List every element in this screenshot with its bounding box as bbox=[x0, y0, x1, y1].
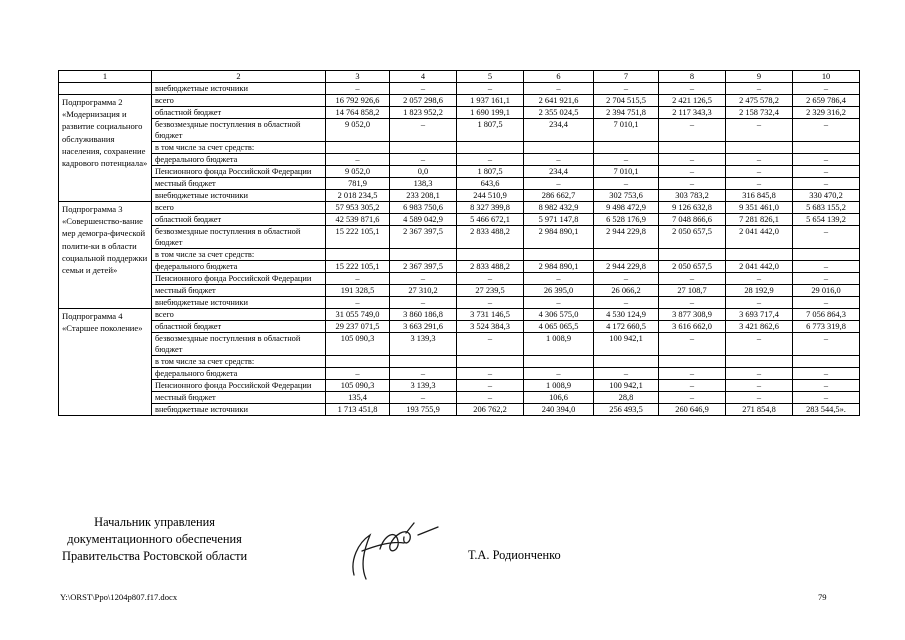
value-cell: 7 048 866,6 bbox=[659, 214, 726, 226]
value-cell: – bbox=[793, 392, 860, 404]
value-cell: 193 755,9 bbox=[390, 404, 457, 416]
value-cell: 316 845,8 bbox=[726, 190, 793, 202]
value-cell: – bbox=[326, 154, 390, 166]
value-cell: 2 421 126,5 bbox=[659, 95, 726, 107]
table-row bbox=[59, 166, 860, 178]
value-cell: 57 953 305,2 bbox=[326, 202, 390, 214]
value-cell: 0,0 bbox=[390, 166, 457, 178]
subprogram-name: Подпрограмма 3 «Совершенство-вание мер демогра-фической полити-ки в области социальной поддержки семьи и детей» bbox=[59, 202, 152, 309]
value-cell: – bbox=[793, 83, 860, 95]
value-cell: 4 306 575,0 bbox=[524, 309, 594, 321]
value-cell bbox=[457, 356, 524, 368]
value-cell bbox=[457, 249, 524, 261]
value-cell: – bbox=[659, 154, 726, 166]
value-cell: 9 052,0 bbox=[326, 119, 390, 142]
value-cell: 14 764 858,2 bbox=[326, 107, 390, 119]
value-cell: 9 351 461,0 bbox=[726, 202, 793, 214]
value-cell: 2 944 229,8 bbox=[594, 261, 659, 273]
value-cell: 1 937 161,1 bbox=[457, 95, 524, 107]
value-cell: – bbox=[793, 273, 860, 285]
value-cell: – bbox=[659, 119, 726, 142]
value-cell: – bbox=[594, 273, 659, 285]
value-cell: – bbox=[726, 333, 793, 356]
value-cell: 26 066,2 bbox=[594, 285, 659, 297]
funding-source: всего bbox=[152, 95, 326, 107]
value-cell bbox=[793, 356, 860, 368]
table-row bbox=[59, 333, 860, 356]
value-cell bbox=[726, 249, 793, 261]
funding-source: безвозмездные поступления в областной бюджет bbox=[152, 333, 326, 356]
value-cell: – bbox=[594, 83, 659, 95]
value-cell: 234,4 bbox=[524, 166, 594, 178]
value-cell: 7 056 864,3 bbox=[793, 309, 860, 321]
value-cell: – bbox=[659, 297, 726, 309]
table-row bbox=[59, 368, 860, 380]
value-cell: – bbox=[457, 392, 524, 404]
value-cell: 106,6 bbox=[524, 392, 594, 404]
subprogram-name: Подпрограмма 4 «Старшее поколение» bbox=[59, 309, 152, 416]
value-cell: – bbox=[457, 297, 524, 309]
value-cell: – bbox=[524, 273, 594, 285]
funding-source: всего bbox=[152, 309, 326, 321]
value-cell: 303 783,2 bbox=[659, 190, 726, 202]
value-cell: 643,6 bbox=[457, 178, 524, 190]
value-cell: 2 158 732,4 bbox=[726, 107, 793, 119]
value-cell: 2 018 234,5 bbox=[326, 190, 390, 202]
column-header: 9 bbox=[726, 71, 793, 83]
value-cell: 105 090,3 bbox=[326, 333, 390, 356]
signature-position bbox=[62, 514, 247, 565]
value-cell: 2 984 890,1 bbox=[524, 261, 594, 273]
table-row bbox=[59, 178, 860, 190]
value-cell: – bbox=[457, 368, 524, 380]
value-cell: – bbox=[659, 83, 726, 95]
value-cell: 3 616 662,0 bbox=[659, 321, 726, 333]
value-cell: 105 090,3 bbox=[326, 380, 390, 392]
value-cell: 7 281 826,1 bbox=[726, 214, 793, 226]
value-cell: 8 327 399,8 bbox=[457, 202, 524, 214]
funding-source: Пенсионного фонда Российской Федерации bbox=[152, 273, 326, 285]
value-cell: 240 394,0 bbox=[524, 404, 594, 416]
value-cell: 2 641 921,6 bbox=[524, 95, 594, 107]
funding-source: федерального бюджета bbox=[152, 261, 326, 273]
value-cell: – bbox=[457, 333, 524, 356]
value-cell bbox=[659, 142, 726, 154]
value-cell: 3 731 146,5 bbox=[457, 309, 524, 321]
value-cell: 2 041 442,0 bbox=[726, 226, 793, 249]
column-header: 4 bbox=[390, 71, 457, 83]
value-cell: 2 057 298,6 bbox=[390, 95, 457, 107]
value-cell: – bbox=[659, 178, 726, 190]
funding-source: федерального бюджета bbox=[152, 368, 326, 380]
value-cell: – bbox=[326, 273, 390, 285]
value-cell: 5 654 139,2 bbox=[793, 214, 860, 226]
value-cell: 330 470,2 bbox=[793, 190, 860, 202]
value-cell: 26 395,0 bbox=[524, 285, 594, 297]
value-cell bbox=[524, 356, 594, 368]
funding-source: областной бюджет bbox=[152, 321, 326, 333]
column-header: 6 bbox=[524, 71, 594, 83]
value-cell: 2 355 024,5 bbox=[524, 107, 594, 119]
table-row bbox=[59, 154, 860, 166]
table-row bbox=[59, 380, 860, 392]
table-row bbox=[59, 321, 860, 333]
column-header: 1 bbox=[59, 71, 152, 83]
value-cell bbox=[793, 142, 860, 154]
value-cell: 3 139,3 bbox=[390, 380, 457, 392]
value-cell: – bbox=[659, 368, 726, 380]
value-cell: 2 944 229,8 bbox=[594, 226, 659, 249]
value-cell: 4 065 065,5 bbox=[524, 321, 594, 333]
value-cell: 2 367 397,5 bbox=[390, 261, 457, 273]
page-number: 79 bbox=[818, 592, 827, 602]
funding-source: Пенсионного фонда Российской Федерации bbox=[152, 380, 326, 392]
value-cell: – bbox=[793, 297, 860, 309]
signatory-name: Т.А. Родионченко bbox=[468, 548, 561, 562]
value-cell: 135,4 bbox=[326, 392, 390, 404]
value-cell: 2 041 442,0 bbox=[726, 261, 793, 273]
value-cell: 9 052,0 bbox=[326, 166, 390, 178]
value-cell bbox=[326, 249, 390, 261]
value-cell: 302 753,6 bbox=[594, 190, 659, 202]
table-row bbox=[59, 142, 860, 154]
value-cell: – bbox=[659, 166, 726, 178]
table-row bbox=[59, 404, 860, 416]
value-cell: – bbox=[726, 83, 793, 95]
funding-source: внебюджетные источники bbox=[152, 190, 326, 202]
value-cell: – bbox=[726, 392, 793, 404]
value-cell: 3 524 384,3 bbox=[457, 321, 524, 333]
funding-source: областной бюджет bbox=[152, 107, 326, 119]
value-cell: 7 010,1 bbox=[594, 166, 659, 178]
value-cell: 138,3 bbox=[390, 178, 457, 190]
table-row bbox=[59, 95, 860, 107]
value-cell: 2 050 657,5 bbox=[659, 261, 726, 273]
value-cell: – bbox=[793, 226, 860, 249]
value-cell: 1 690 199,1 bbox=[457, 107, 524, 119]
value-cell: 286 662,7 bbox=[524, 190, 594, 202]
value-cell: 2 833 488,2 bbox=[457, 261, 524, 273]
value-cell: 6 983 750,6 bbox=[390, 202, 457, 214]
file-path: Y:\ORST\Ppo\1204p807.f17.docx bbox=[60, 592, 178, 602]
value-cell: 2 050 657,5 bbox=[659, 226, 726, 249]
funding-source: в том числе за счет средств: bbox=[152, 356, 326, 368]
value-cell bbox=[390, 249, 457, 261]
value-cell: 283 544,5». bbox=[793, 404, 860, 416]
value-cell: 29 016,0 bbox=[793, 285, 860, 297]
value-cell: 191 328,5 bbox=[326, 285, 390, 297]
budget-table bbox=[58, 70, 860, 416]
value-cell: 233 208,1 bbox=[390, 190, 457, 202]
value-cell: – bbox=[524, 154, 594, 166]
value-cell: – bbox=[793, 261, 860, 273]
value-cell: 31 055 749,0 bbox=[326, 309, 390, 321]
position-line: Правительства Ростовской области bbox=[62, 549, 248, 563]
table-row bbox=[59, 297, 860, 309]
value-cell: 256 493,5 bbox=[594, 404, 659, 416]
value-cell: 1 807,5 bbox=[457, 166, 524, 178]
value-cell bbox=[594, 249, 659, 261]
value-cell bbox=[524, 142, 594, 154]
value-cell: 2 984 890,1 bbox=[524, 226, 594, 249]
value-cell: 2 659 786,4 bbox=[793, 95, 860, 107]
value-cell bbox=[326, 356, 390, 368]
value-cell: – bbox=[594, 178, 659, 190]
value-cell: – bbox=[793, 154, 860, 166]
funding-source: местный бюджет bbox=[152, 285, 326, 297]
value-cell bbox=[390, 142, 457, 154]
value-cell: 15 222 105,1 bbox=[326, 261, 390, 273]
table-row bbox=[59, 273, 860, 285]
table-row bbox=[59, 392, 860, 404]
funding-source: местный бюджет bbox=[152, 392, 326, 404]
funding-source: Пенсионного фонда Российской Федерации bbox=[152, 166, 326, 178]
value-cell: – bbox=[457, 83, 524, 95]
value-cell: – bbox=[793, 166, 860, 178]
column-header: 7 bbox=[594, 71, 659, 83]
value-cell: 1 807,5 bbox=[457, 119, 524, 142]
value-cell: 42 539 871,6 bbox=[326, 214, 390, 226]
table-row bbox=[59, 285, 860, 297]
value-cell: 234,4 bbox=[524, 119, 594, 142]
value-cell: – bbox=[390, 83, 457, 95]
funding-source: внебюджетные источники bbox=[152, 83, 326, 95]
column-header: 5 bbox=[457, 71, 524, 83]
value-cell: 4 172 660,5 bbox=[594, 321, 659, 333]
value-cell: 2 367 397,5 bbox=[390, 226, 457, 249]
value-cell: 781,9 bbox=[326, 178, 390, 190]
value-cell: – bbox=[659, 333, 726, 356]
value-cell: – bbox=[594, 368, 659, 380]
value-cell: 7 010,1 bbox=[594, 119, 659, 142]
value-cell bbox=[457, 142, 524, 154]
value-cell: – bbox=[726, 154, 793, 166]
value-cell: 260 646,9 bbox=[659, 404, 726, 416]
subprogram-name: Подпрограмма 2 «Модернизация и развитие социального обслуживания населения, сохранение кадрового потенциала» bbox=[59, 95, 152, 202]
value-cell: 1 823 952,2 bbox=[390, 107, 457, 119]
value-cell: 5 683 155,2 bbox=[793, 202, 860, 214]
value-cell: – bbox=[524, 297, 594, 309]
value-cell: – bbox=[326, 297, 390, 309]
table-row bbox=[59, 190, 860, 202]
value-cell: 2 475 578,2 bbox=[726, 95, 793, 107]
value-cell: 6 528 176,9 bbox=[594, 214, 659, 226]
value-cell: 27 239,5 bbox=[457, 285, 524, 297]
value-cell: 6 773 319,8 bbox=[793, 321, 860, 333]
value-cell bbox=[594, 142, 659, 154]
value-cell: – bbox=[726, 166, 793, 178]
position-line: документационного обеспечения bbox=[67, 532, 242, 546]
value-cell: – bbox=[659, 392, 726, 404]
funding-source: всего bbox=[152, 202, 326, 214]
value-cell: 1 713 451,8 bbox=[326, 404, 390, 416]
funding-source: безвозмездные поступления в областной бюджет bbox=[152, 119, 326, 142]
value-cell: 2 833 488,2 bbox=[457, 226, 524, 249]
value-cell: 27 108,7 bbox=[659, 285, 726, 297]
value-cell: 27 310,2 bbox=[390, 285, 457, 297]
value-cell bbox=[524, 249, 594, 261]
funding-source: федерального бюджета bbox=[152, 154, 326, 166]
value-cell: – bbox=[793, 368, 860, 380]
value-cell: – bbox=[524, 83, 594, 95]
funding-source: безвозмездные поступления в областной бюджет bbox=[152, 226, 326, 249]
value-cell: 3 877 308,9 bbox=[659, 309, 726, 321]
value-cell: 28 192,9 bbox=[726, 285, 793, 297]
value-cell: – bbox=[793, 178, 860, 190]
value-cell: – bbox=[457, 154, 524, 166]
value-cell: 9 126 632,8 bbox=[659, 202, 726, 214]
value-cell bbox=[326, 142, 390, 154]
value-cell: 206 762,2 bbox=[457, 404, 524, 416]
value-cell: 3 139,3 bbox=[390, 333, 457, 356]
table-row bbox=[59, 202, 860, 214]
value-cell: 15 222 105,1 bbox=[326, 226, 390, 249]
value-cell: – bbox=[726, 178, 793, 190]
value-cell: 100 942,1 bbox=[594, 333, 659, 356]
value-cell: 2 329 316,2 bbox=[793, 107, 860, 119]
value-cell: – bbox=[726, 273, 793, 285]
value-cell: – bbox=[793, 333, 860, 356]
value-cell bbox=[390, 356, 457, 368]
value-cell: 3 663 291,6 bbox=[390, 321, 457, 333]
funding-source: внебюджетные источники bbox=[152, 297, 326, 309]
value-cell: 2 117 343,3 bbox=[659, 107, 726, 119]
column-header: 8 bbox=[659, 71, 726, 83]
value-cell: – bbox=[793, 380, 860, 392]
value-cell: – bbox=[326, 83, 390, 95]
value-cell: 4 530 124,9 bbox=[594, 309, 659, 321]
value-cell bbox=[659, 356, 726, 368]
table-body bbox=[59, 71, 860, 416]
value-cell: – bbox=[390, 154, 457, 166]
value-cell: – bbox=[390, 119, 457, 142]
value-cell: – bbox=[326, 368, 390, 380]
value-cell: 1 008,9 bbox=[524, 333, 594, 356]
value-cell: 100 942,1 bbox=[594, 380, 659, 392]
value-cell bbox=[793, 249, 860, 261]
value-cell: – bbox=[726, 297, 793, 309]
value-cell: 9 498 472,9 bbox=[594, 202, 659, 214]
value-cell: – bbox=[793, 119, 860, 142]
value-cell: – bbox=[390, 392, 457, 404]
table-header-row bbox=[59, 71, 860, 83]
value-cell: – bbox=[390, 368, 457, 380]
value-cell: 244 510,9 bbox=[457, 190, 524, 202]
column-header: 2 bbox=[152, 71, 326, 83]
value-cell: – bbox=[524, 178, 594, 190]
value-cell: 2 394 751,8 bbox=[594, 107, 659, 119]
value-cell: 3 860 186,8 bbox=[390, 309, 457, 321]
value-cell: – bbox=[457, 380, 524, 392]
position-line: Начальник управления bbox=[94, 515, 215, 529]
value-cell: – bbox=[726, 380, 793, 392]
table-row bbox=[59, 119, 860, 142]
value-cell: – bbox=[726, 119, 793, 142]
value-cell: 8 982 432,9 bbox=[524, 202, 594, 214]
value-cell bbox=[726, 142, 793, 154]
table-row bbox=[59, 356, 860, 368]
subprogram-name bbox=[59, 83, 152, 95]
table-row bbox=[59, 309, 860, 321]
table-row bbox=[59, 226, 860, 249]
value-cell: – bbox=[659, 273, 726, 285]
value-cell bbox=[726, 356, 793, 368]
value-cell: – bbox=[524, 368, 594, 380]
value-cell bbox=[594, 356, 659, 368]
value-cell: 3 421 862,6 bbox=[726, 321, 793, 333]
value-cell: – bbox=[594, 297, 659, 309]
value-cell: 29 237 071,5 bbox=[326, 321, 390, 333]
value-cell: 5 466 672,1 bbox=[457, 214, 524, 226]
value-cell: – bbox=[726, 368, 793, 380]
value-cell: 3 693 717,4 bbox=[726, 309, 793, 321]
funding-source: в том числе за счет средств: bbox=[152, 142, 326, 154]
value-cell: – bbox=[659, 380, 726, 392]
table-row bbox=[59, 214, 860, 226]
value-cell: 2 704 515,5 bbox=[594, 95, 659, 107]
value-cell: 5 971 147,8 bbox=[524, 214, 594, 226]
table-row bbox=[59, 107, 860, 119]
value-cell bbox=[659, 249, 726, 261]
value-cell: – bbox=[457, 273, 524, 285]
value-cell: – bbox=[390, 297, 457, 309]
value-cell: 1 008,9 bbox=[524, 380, 594, 392]
value-cell: 16 792 926,6 bbox=[326, 95, 390, 107]
table-row bbox=[59, 261, 860, 273]
handwritten-signature bbox=[340, 505, 440, 585]
funding-source: областной бюджет bbox=[152, 214, 326, 226]
value-cell: – bbox=[594, 154, 659, 166]
funding-source: в том числе за счет средств: bbox=[152, 249, 326, 261]
value-cell: 271 854,8 bbox=[726, 404, 793, 416]
value-cell: 4 589 042,9 bbox=[390, 214, 457, 226]
funding-source: внебюджетные источники bbox=[152, 404, 326, 416]
value-cell: – bbox=[390, 273, 457, 285]
value-cell: 28,8 bbox=[594, 392, 659, 404]
column-header: 10 bbox=[793, 71, 860, 83]
table-row bbox=[59, 83, 860, 95]
column-header: 3 bbox=[326, 71, 390, 83]
table-row bbox=[59, 249, 860, 261]
funding-source: местный бюджет bbox=[152, 178, 326, 190]
